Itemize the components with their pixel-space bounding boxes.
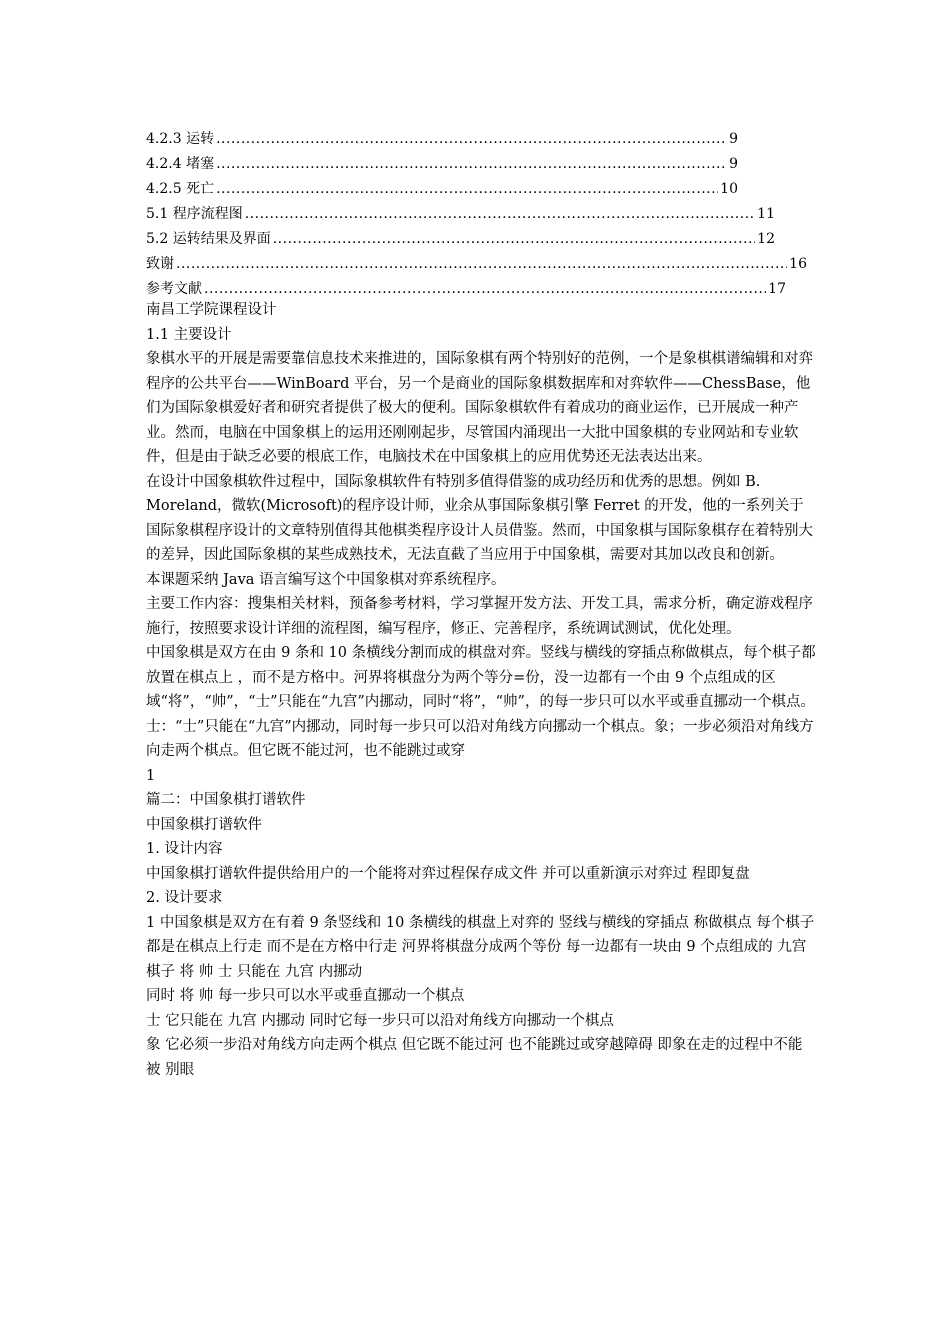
- body-paragraph: 1.1 主要设计: [146, 326, 232, 343]
- body-paragraph: 象 它必须一步沿对角线方向走两个棋点 但它既不能过河 也不能跳过或穿越障碍 即象在走的过程中不能被 别眼: [146, 1037, 803, 1078]
- toc-entry-page: 11: [757, 206, 775, 222]
- table-of-contents: [146, 127, 806, 302]
- toc-entry-page: 9: [729, 131, 738, 147]
- body-paragraph: 中国象棋是双方在由 9 条和 10 条横线分割而成的棋盘对弈。竖线与横线的穿插点称做棋点，每个棋子都放置在棋点上 ，而不是方格中。河界将棋盘分为两个等分=份，没一边都有一个由 9 个点组成的区域“将”，“帅”，“士”只能在“九宫”内挪动，同时“将”，“帅”，的每一步只可以水平或垂直挪动一个棋点。士：“士”只能在“九宫”内挪动，同时每一步只可以沿对角线方向挪动一个棋点。象；一步必须沿对角线方向走两个棋点。但它既不能过河，也不能跳过或穿: [146, 645, 816, 759]
- toc-entry-label: 5.1 程序流程图: [146, 206, 243, 222]
- toc-entry-label: 参考文献: [146, 281, 202, 297]
- body-paragraph: 士 它只能在 九宫 内挪动 同时它每一步只可以沿对角线方向挪动一个棋点: [146, 1012, 614, 1029]
- toc-leader-dots: [245, 202, 755, 227]
- body-paragraph: 中国象棋打谱软件: [146, 816, 262, 833]
- toc-entry-label: 致谢: [146, 256, 174, 272]
- toc-entry-page: 16: [789, 256, 807, 272]
- body-paragraph: 在设计中国象棋软件过程中，国际象棋软件有特别多值得借鉴的成功经历和优秀的思想。例如 B. Moreland，微软(Microsoft)的程序设计师，业余从事国际象棋引擎 Ferret 的开发，他的一系列关于国际象棋程序设计的文章特别值得其他棋类程序设计人员借鉴。然而，中国象棋与国际象棋存在着特别大的差异，因此国际象棋的某些成熟技术，无法直截了当应用于中国象棋，需要对其加以改良和创新。: [146, 473, 813, 563]
- toc-leader-dots: [216, 152, 727, 177]
- toc-entry[interactable]: [146, 227, 775, 252]
- toc-entry-label: 4.2.3 运转: [146, 131, 215, 147]
- body-paragraph: 主要工作内容：搜集相关材料，预备参考材料，学习掌握开发方法、开发工具，需求分析，确定游戏程序施行，按照要求设计详细的流程图，编写程序，修正、完善程序，系统调试测试，优化处理。: [146, 596, 813, 637]
- toc-entry[interactable]: [146, 152, 738, 177]
- toc-entry-page: 9: [729, 156, 738, 172]
- body-paragraph: 象棋水平的开展是需要靠信息技术来推进的，国际象棋有两个特别好的范例，一个是象棋棋谱编辑和对弈程序的公共平台——WinBoard 平台，另一个是商业的国际象棋数据库和对弈软件——ChessBase，他们为国际象棋爱好者和研究者提供了极大的便利。国际象棋软件有着成功的商业运作，已开展成一种产业。然而，电脑在中国象棋上的运用还刚刚起步，尽管国内涌现出一大批中国象棋的专业网站和专业软件，但是由于缺乏必要的根底工作，电脑技术在中国象棋上的应用优势还无法表达出来。: [146, 351, 813, 465]
- toc-entry[interactable]: [146, 177, 738, 202]
- toc-leader-dots: [216, 177, 718, 202]
- body-paragraph: 南昌工学院课程设计: [146, 302, 277, 318]
- toc-leader-dots: [273, 227, 755, 252]
- toc-leader-dots: [176, 252, 787, 277]
- document-body: [146, 298, 816, 1082]
- body-paragraph: 同时 将 帅 每一步只可以水平或垂直挪动一个棋点: [146, 988, 465, 1004]
- body-paragraph: 1. 设计内容: [146, 841, 223, 857]
- toc-entry-page: 10: [720, 181, 738, 197]
- body-paragraph: 1: [146, 767, 156, 784]
- toc-entry-page: 17: [768, 281, 786, 297]
- toc-entry[interactable]: [146, 127, 738, 152]
- body-paragraph: 1 中国象棋是双方在有着 9 条竖线和 10 条横线的棋盘上对弈的 竖线与横线的穿插点 称做棋点 每个棋子都是在棋点上行走 而不是在方格中行走 河界将棋盘分成两个等份 每一边都有一块由 9 个点组成的 九宫 棋子 将 帅 士 只能在 九宫 内挪动: [146, 914, 815, 980]
- toc-leader-dots: [216, 127, 727, 152]
- toc-entry-label: 4.2.5 死亡: [146, 181, 215, 197]
- toc-entry-label: 4.2.4 堵塞: [146, 156, 215, 172]
- toc-entry[interactable]: [146, 252, 807, 277]
- toc-entry[interactable]: [146, 202, 775, 227]
- body-paragraph: 中国象棋打谱软件提供给用户的一个能将对弈过程保存成文件 并可以重新演示对弈过 程即复盘: [146, 865, 750, 882]
- body-paragraph: 2. 设计要求: [146, 890, 223, 906]
- toc-entry-label: 5.2 运转结果及界面: [146, 231, 271, 247]
- body-paragraph: 本课题采纳 Java 语言编写这个中国象棋对弈系统程序。: [146, 571, 506, 588]
- toc-entry-page: 12: [757, 231, 775, 247]
- body-paragraph: 篇二：中国象棋打谱软件: [146, 792, 306, 808]
